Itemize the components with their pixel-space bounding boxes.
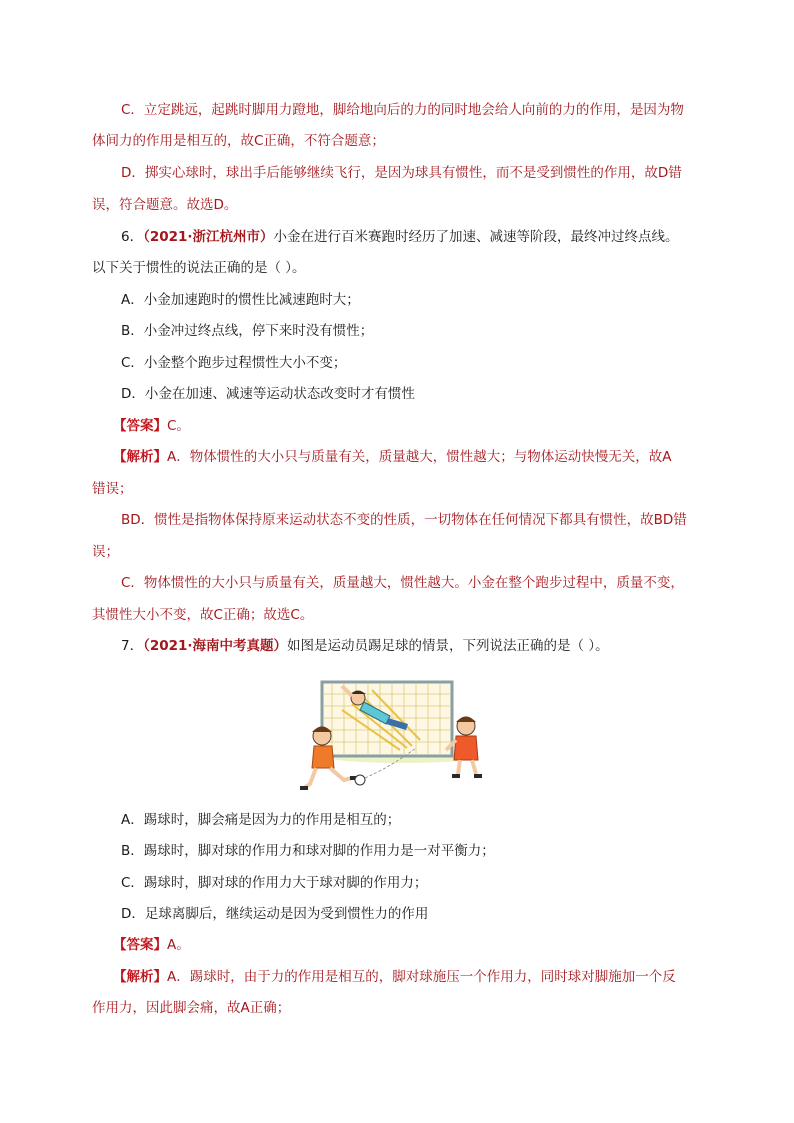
q7-answer-label: 【答案】 bbox=[113, 937, 167, 953]
q6-analysis-line2: 错误； bbox=[92, 481, 133, 497]
q6-stem-line2: 以下关于惯性的说法正确的是（ ）。 bbox=[92, 260, 306, 276]
q6-analysis-line3: BD．惯性是指物体保持原来运动状态不变的性质，一切物体在任何情况下都具有惯性，故BD错 bbox=[121, 512, 687, 528]
q6-analysis-line1 bbox=[113, 447, 671, 467]
prev-option-c-line1: C．立定跳远，起跳时脚用力蹬地，脚给地向后的力的同时地会给人向前的力的作用，是因为物 bbox=[121, 102, 684, 118]
football-scene-graphic bbox=[292, 676, 502, 804]
q7-analysis-text1: A．踢球时，由于力的作用是相互的，脚对球施压一个作用力，同时球对脚施加一个反 bbox=[167, 969, 676, 985]
q6-option-d: D．小金在加速、减速等运动状态改变时才有惯性 bbox=[121, 386, 415, 402]
q6-answer bbox=[113, 416, 190, 436]
prev-option-d-line1: D．掷实心球时，球出手后能够继续飞行，是因为球具有惯性，而不是受到惯性的作用，故D错 bbox=[121, 165, 682, 181]
q7-option-b: B．踢球时，脚对球的作用力和球对脚的作用力是一对平衡力； bbox=[121, 843, 495, 859]
q7-analysis-line1 bbox=[113, 967, 676, 987]
prev-option-d-line2: 误，符合题意。故选D。 bbox=[92, 197, 238, 213]
q7-answer-value: A。 bbox=[167, 937, 190, 953]
q6-option-b: B．小金冲过终点线，停下来时没有惯性； bbox=[121, 323, 374, 339]
q6-option-c: C．小金整个跑步过程惯性大小不变； bbox=[121, 355, 347, 371]
q7-stem bbox=[121, 636, 609, 656]
q7-option-d: D．足球离脚后，继续运动是因为受到惯性力的作用 bbox=[121, 906, 429, 922]
q7-analysis-label: 【解析】 bbox=[113, 969, 167, 985]
prev-option-c-line2: 体间力的作用是相互的，故C正确，不符合题意； bbox=[92, 133, 385, 149]
q6-option-a: A．小金加速跑时的惯性比减速跑时大； bbox=[121, 292, 360, 308]
q7-answer bbox=[113, 935, 190, 955]
q7-stem-text: 如图是运动员踢足球的情景，下列说法正确的是（ ）。 bbox=[287, 638, 609, 654]
q6-analysis-label: 【解析】 bbox=[113, 449, 167, 465]
q6-analysis-line4: 误； bbox=[92, 544, 119, 560]
q6-stem-text: 小金在进行百米赛跑时经历了加速、减速等阶段，最终冲过终点线。 bbox=[273, 229, 679, 245]
q7-number: 7． bbox=[121, 638, 144, 654]
q6-analysis-text1: A．物体惯性的大小只与质量有关，质量越大，惯性越大；与物体运动快慢无关，故A bbox=[167, 449, 672, 465]
q7-source: （2021·海南中考真题） bbox=[143, 638, 288, 654]
q6-analysis-line5: C．物体惯性的大小只与质量有关，质量越大，惯性越大。小金在整个跑步过程中，质量不变， bbox=[121, 575, 684, 591]
q7-option-c: C．踢球时，脚对球的作用力大于球对脚的作用力； bbox=[121, 875, 428, 891]
q6-answer-value: C。 bbox=[167, 418, 190, 434]
q6-stem-line1 bbox=[121, 227, 679, 247]
q7-option-a: A．踢球时，脚会痛是因为力的作用是相互的； bbox=[121, 812, 401, 828]
q6-answer-label: 【答案】 bbox=[113, 418, 167, 434]
q6-source: （2021·浙江杭州市） bbox=[143, 229, 274, 245]
q6-analysis-line6: 其惯性大小不变，故C正确；故选C。 bbox=[92, 607, 314, 623]
q6-number: 6． bbox=[121, 229, 144, 245]
q7-analysis-line2: 作用力，因此脚会痛，故A正确； bbox=[92, 1000, 291, 1016]
football-illustration bbox=[292, 676, 502, 804]
